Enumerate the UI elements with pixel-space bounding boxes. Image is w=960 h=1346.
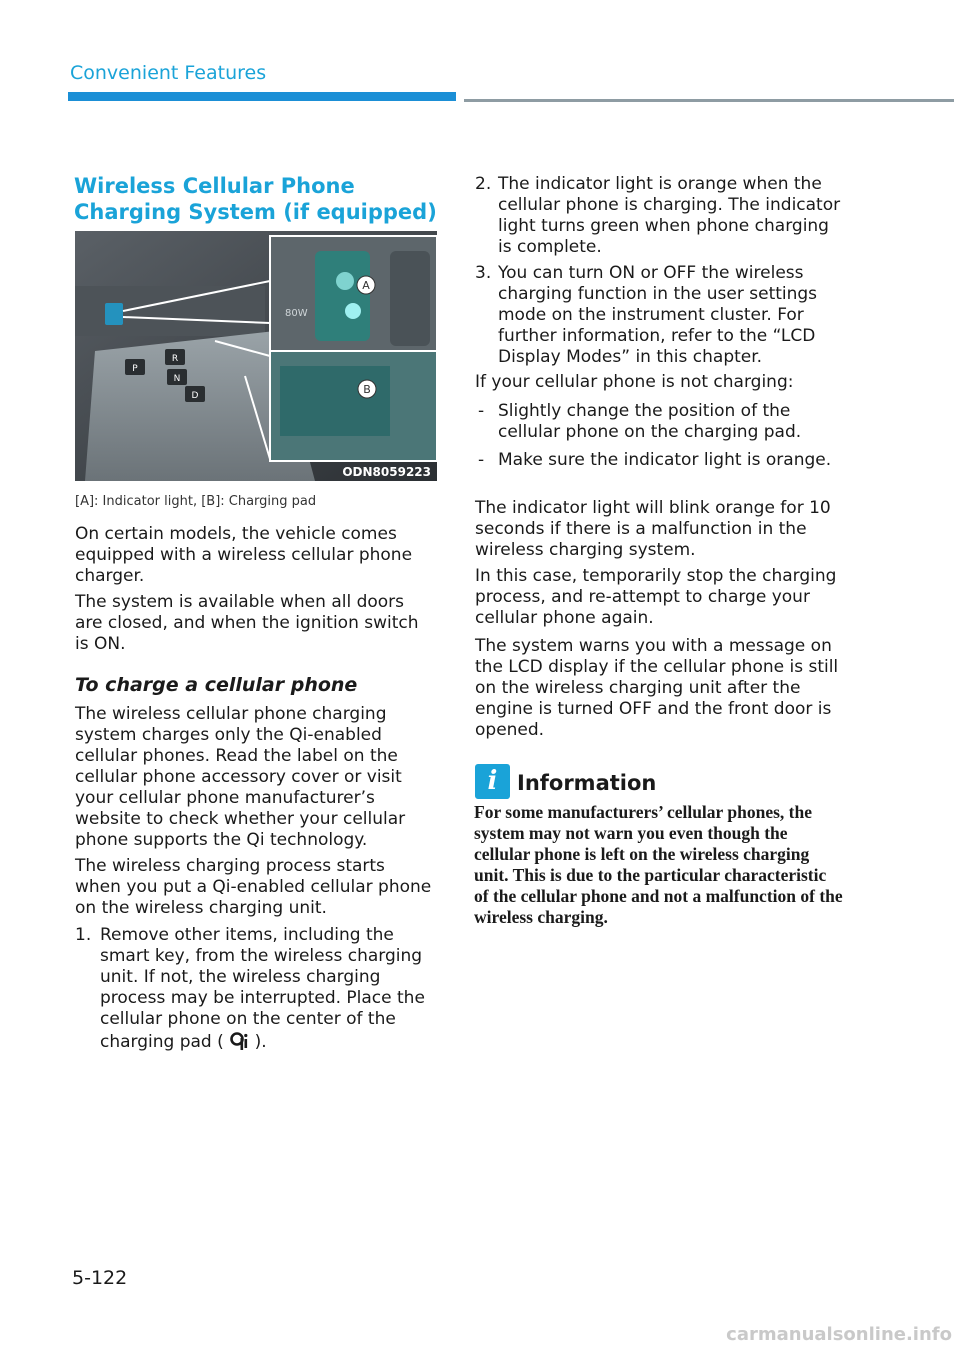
dash-2-mark: - [478,450,485,470]
step-2-number: 2. [475,174,492,194]
gear-p: P [132,364,138,374]
info-title: Information [517,771,657,795]
figure-caption: [A]: Indicator light, [B]: Charging pad [75,494,317,509]
switch-label: 80W [285,308,308,319]
dash-1-mark: - [478,401,485,421]
chapter-title: Convenient Features [70,62,267,84]
subheading-charge: To charge a cellular phone [75,674,358,696]
gear-d: D [191,391,199,401]
header-rule [464,99,954,102]
label-a: A [362,279,370,292]
step-1-text [100,925,438,1053]
intro-paragraph: On certain models, the vehicle comes equipped with a wireless cellular phone charger. [75,524,413,586]
label-b: B [363,383,371,396]
step-1-number: 1. [75,925,92,945]
qi-paragraph: The wireless cellular phone charging system charges only the Qi-enabled cellular phones. Read the label on the cellular phone accessory cover or visit your cellular phone manufacturer’s website to check whether your cellular phone supports the Qi technology. [75,704,406,850]
section-title-line1: Wireless Cellular Phone [74,174,355,198]
gear-r: R [171,354,179,364]
dash-2-text: Make sure the indicator light is orange. [498,450,832,470]
watermark: carmanualsonline.info [726,1324,952,1345]
header-bar [68,92,456,101]
step-2-text: The indicator light is orange when the cellular phone is charging. The indicator light turns green when phone charging is complete. [498,174,841,257]
qi-icon [229,1030,249,1052]
dash-1-text: Slightly change the position of the cellular phone on the charging pad. [498,401,802,442]
step-1-body: Remove other items, including the smart key, from the wireless charging unit. If not, the wireless charging process may be interrupted. Place the cellular phone on the center of the charging pad ( [100,925,425,1052]
step-1-end: ). [254,1032,267,1052]
blink-paragraph: The indicator light will blink orange for 10 seconds if there is a malfunction in the wireless charging system. [475,498,831,560]
section-title-line2: Charging System (if equipped) [74,200,437,224]
page-number: 5-122 [72,1267,128,1289]
stop-paragraph: In this case, temporarily stop the charging process, and re-attempt to charge your cellular phone again. [475,566,837,628]
not-charging-paragraph: If your cellular phone is not charging: [475,372,794,392]
step-3-text: You can turn ON or OFF the wireless charging function in the user settings mode on the instrument cluster. For further information, refer to the “LCD Display Modes” in this chapter. [498,263,818,367]
availability-paragraph: The system is available when all doors are closed, and when the ignition switch is ON. [75,592,419,654]
step-3-number: 3. [475,263,492,283]
info-text: For some manufacturers’ cellular phones, the system may not warn you even though the cellular phone is left on the wireless charging unit. This is due to the particular characteristic of the cellular phone and not a malfunction of the wireless charging. [474,802,843,927]
console-illustration [75,231,437,481]
info-icon: i [475,764,510,799]
warn-paragraph: The system warns you with a message on the LCD display if the cellular phone is still on the wireless charging unit after the engine is turned OFF and the front door is opened. [475,636,839,740]
console-figure [75,231,437,481]
figure-code: ODN8059223 [342,465,431,479]
process-paragraph: The wireless charging process starts when you put a Qi-enabled cellular phone on the wireless charging unit. [75,856,432,918]
section-title [74,173,444,225]
gear-n: N [173,374,181,384]
